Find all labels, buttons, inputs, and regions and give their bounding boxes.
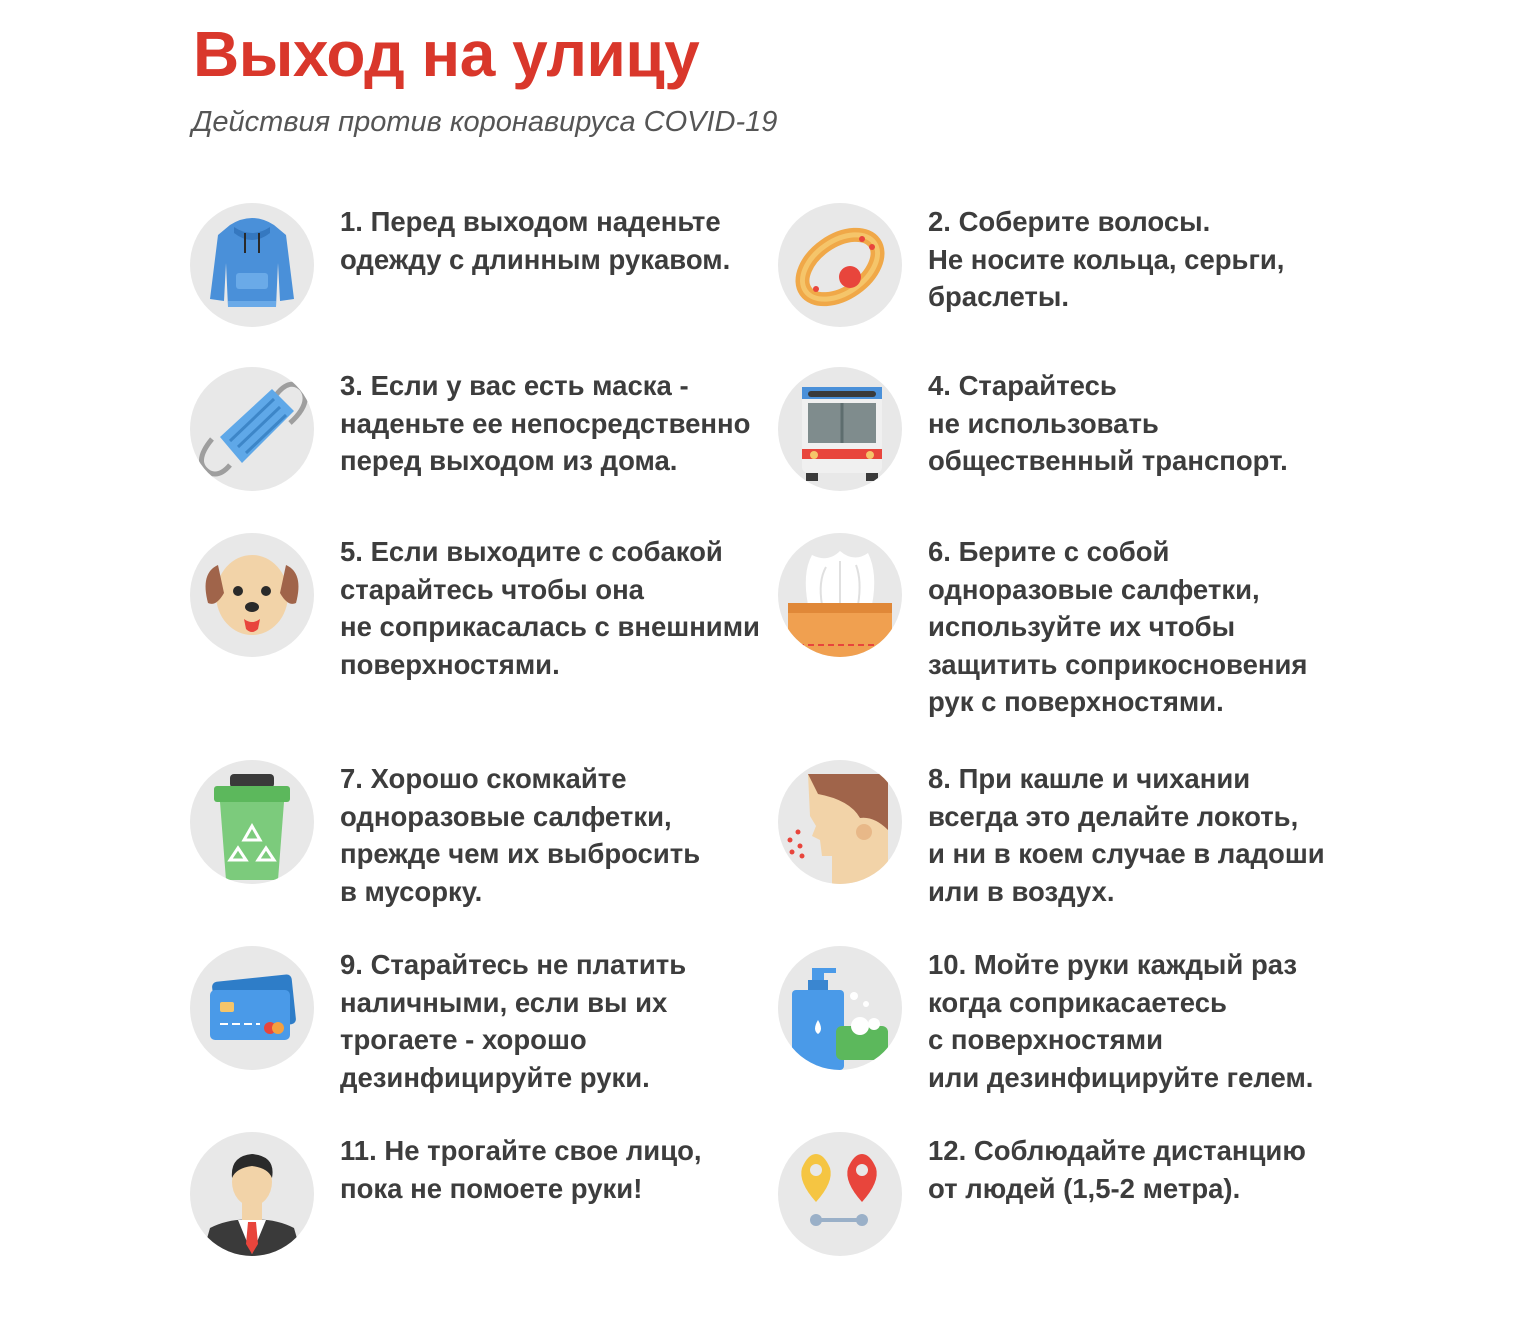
recycle-bin-icon <box>190 760 314 884</box>
page-subtitle: Действия против коронавируса COVID-19 <box>192 106 778 138</box>
soap-dispenser-icon <box>778 946 902 1070</box>
bus-icon <box>778 367 902 491</box>
dog-icon <box>190 533 314 657</box>
page-title: Выход на улицу <box>193 18 700 90</box>
item-text: 5. Если выходите с собакой старайтесь чтобы она не соприкасалась с внешними поверхностями. <box>340 536 760 680</box>
item-text: 10. Мойте руки каждый раз когда соприкасаетесь с поверхностями или дезинфицируйте гелем. <box>928 949 1314 1093</box>
credit-card-icon <box>190 946 314 1070</box>
item-text: 9. Старайтесь не платить наличными, если вы их трогаете - хорошо дезинфицируйте руки. <box>340 949 687 1093</box>
item-text: 2. Соберите волосы. Не носите кольца, серьги, браслеты. <box>928 206 1285 312</box>
businessman-icon <box>190 1132 314 1256</box>
distance-pins-icon <box>778 1132 902 1256</box>
item-text: 7. Хорошо скомкайте одноразовые салфетки, прежде чем их выбросить в мусорку. <box>340 763 701 907</box>
item-text: 8. При кашле и чихании всегда это делайте локоть, и ни в коем случае в ладоши или в воздух. <box>928 763 1325 907</box>
face-mask-icon <box>190 367 314 491</box>
hoodie-icon <box>190 203 314 327</box>
item-text: 4. Старайтесь не использовать общественный транспорт. <box>928 370 1288 476</box>
item-text: 11. Не трогайте свое лицо, пока не помоете руки! <box>340 1135 702 1204</box>
item-text: 3. Если у вас есть маска - наденьте ее непосредственно перед выходом из дома. <box>340 370 751 476</box>
sneezing-person-icon <box>778 760 902 884</box>
tissue-box-icon <box>778 533 902 657</box>
item-text: 1. Перед выходом наденьте одежду с длинным рукавом. <box>340 206 731 275</box>
item-text: 12. Соблюдайте дистанцию от людей (1,5-2 метра). <box>928 1135 1306 1204</box>
item-text: 6. Берите с собой одноразовые салфетки, используйте их чтобы защитить соприкосновения рук с поверхностями. <box>928 536 1308 717</box>
bracelet-icon <box>778 203 902 327</box>
